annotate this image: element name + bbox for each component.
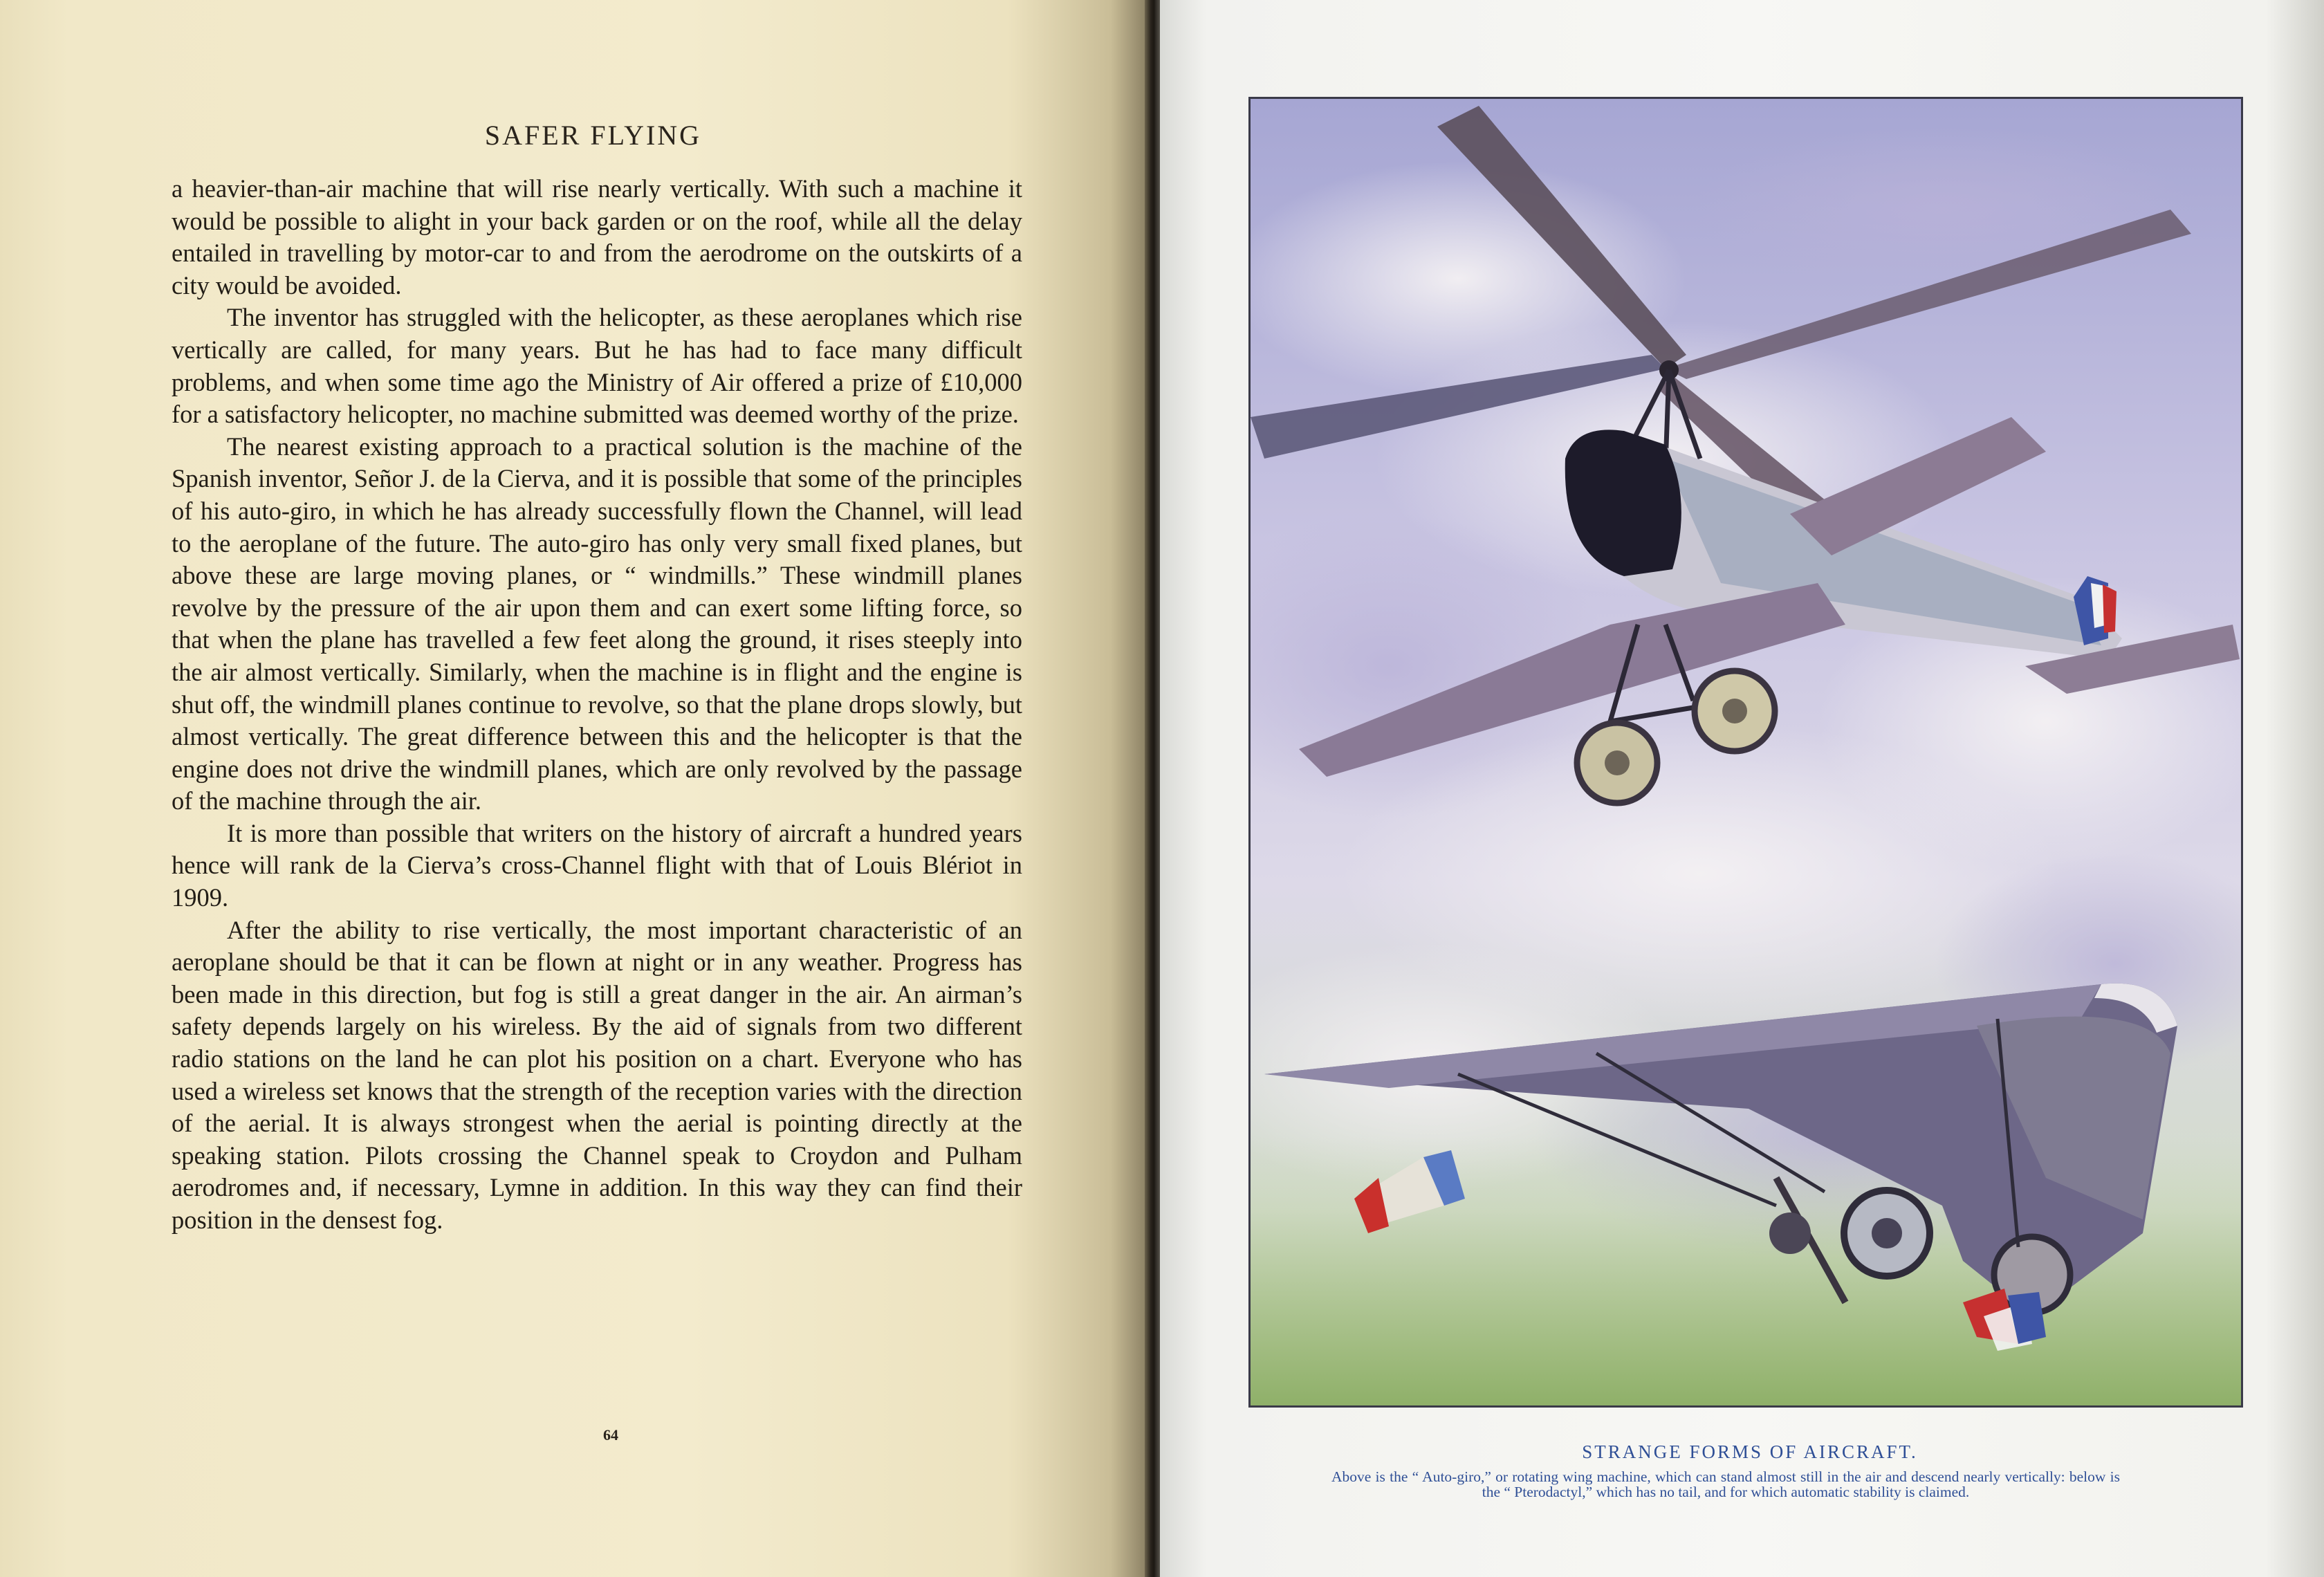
illustration-plate xyxy=(1248,97,2243,1408)
running-head: SAFER FLYING xyxy=(484,120,702,151)
page-number: 64 xyxy=(603,1426,618,1444)
paragraph-4: It is more than possible that writers on the history of aircraft a hundred years hence will rank de la Cierva’s cross-Channel flight with that of Louis Blériot in 1909. xyxy=(172,818,1022,912)
paragraph-2: The inventor has struggled with the helicopter, as these aeroplanes which rise vertically are called, for many years. But he has had to face many difficult problems, and when some time ago the Ministry of Air offered a prize of £10,000 for a satisfactory helicopter, no machine submitted was deemed worthy of the prize. xyxy=(172,303,1022,429)
book-gutter xyxy=(1145,0,1160,1577)
paragraph-1: a heavier-than-air machine that will rise nearly vertically. With such a machine it would be possible to alight in your back garden or on the roof, while all the delay entailed in travelling by motor-car to and from the aerodrome on the outskirts of a city would be avoided. xyxy=(172,174,1022,299)
caption-title: STRANGE FORMS OF AIRCRAFT. xyxy=(1582,1441,1918,1462)
paragraph-5: After the ability to rise vertically, the most important characteristic of an aeroplane should be that it can be flown at night or in any weather. Progress has been made in this direction, but fog is still a great danger in the air. An airman’s safety depends largely on his wireless. By the aid of signals from two different radio stations on the land he can plot his position on a chart. Everyone who has used a wireless set knows that the strength of the reception varies with the direction of the aerial. It is always strongest when the aerial is pointing directly at the speaking station. Pilots crossing the Channel speak to Croydon and Pulham aerodromes and, if necessary, Lymne in addition. In this way they can find their position in the densest fog. xyxy=(172,915,1022,1234)
caption-text: Above is the “ Auto-giro,” or rotating wing machine, which can stand almost still in the air and descend nearly vertically: below is the “ Pterodactyl,” which has no tail, and for which automatic stability is claimed. xyxy=(1331,1468,2120,1500)
paragraph-3: The nearest existing approach to a practical solution is the machine of the Spanish inventor, Señor J. de la Cierva, and it is possible that some of the principles of his auto-giro, in which he has already successfully flown the Channel, will lead to the aeroplane of the future. The auto-giro has only very small fixed planes, but above these are large moving planes, or “ windmills.” These windmill planes revolve by the pressure of the air upon them and can exert some lifting force, so that when the plane has travelled a few feet along the ground, it rises steeply into the air almost vertically. Similarly, when the machine is in flight and the engine is shut off, the windmill planes continue to revolve, so that the plane drops slowly, but almost vertically. The great difference between this and the helicopter is that the engine does not drive the windmill planes, which are only revolved by the passage of the machine through the air. xyxy=(172,432,1022,815)
body-text xyxy=(172,173,1022,1237)
aircraft-illustration xyxy=(1251,99,2241,1405)
